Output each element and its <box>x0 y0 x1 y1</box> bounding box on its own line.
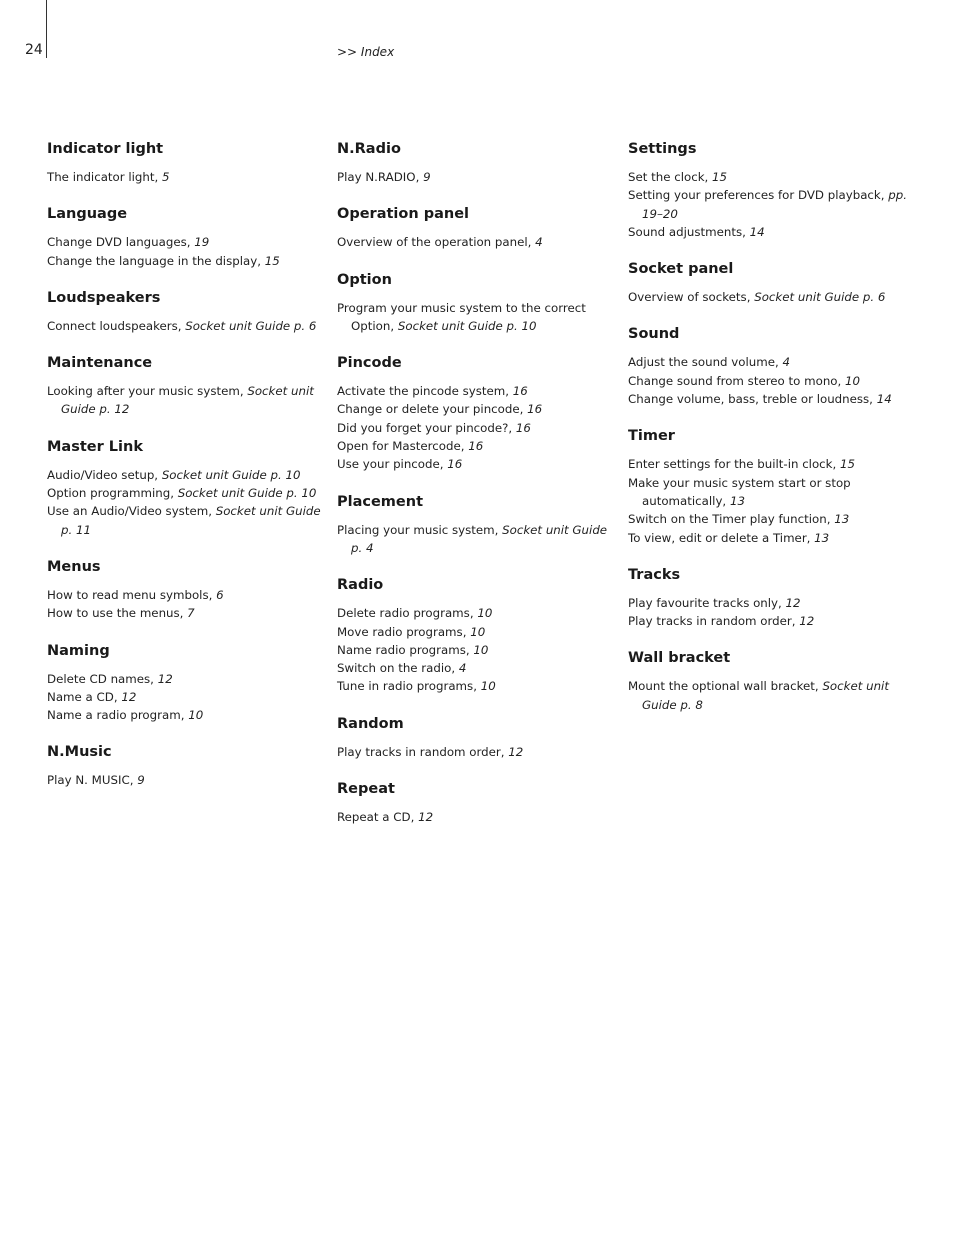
entry-text: Move radio programs, <box>337 624 471 639</box>
index-section <box>628 426 908 546</box>
entry-text: Play tracks in random order, <box>337 744 509 759</box>
entry-text: Program your music system to the correct Option, <box>337 300 586 333</box>
entry-text: Audio/Video setup, <box>47 467 162 482</box>
entry-text: Did you forget your pincode?, <box>337 420 516 435</box>
section-heading: Settings <box>628 141 697 157</box>
entry-text: Change the language in the display, <box>47 253 265 268</box>
entry-text: Adjust the sound volume, <box>628 355 783 370</box>
index-entry[interactable] <box>47 502 322 539</box>
entry-text: Set the clock, <box>628 170 713 184</box>
entry-text: Use your pincode, <box>337 457 448 472</box>
index-entry[interactable] <box>628 288 908 306</box>
index-section <box>337 204 612 251</box>
entry-text: Overview of sockets, <box>628 290 755 305</box>
entry-text: Make your music system start or stop automatically, <box>628 475 851 508</box>
entry-page-reference[interactable]: 10 <box>470 624 486 639</box>
index-entry[interactable] <box>337 641 612 659</box>
section-heading: Radio <box>337 577 384 594</box>
entry-page-reference[interactable]: 16 <box>512 384 528 399</box>
entry-page-reference[interactable]: 6 <box>216 587 224 602</box>
entry-page-reference[interactable]: 16 <box>527 402 543 417</box>
index-section <box>337 492 612 558</box>
index-section <box>628 324 908 408</box>
index-entry[interactable] <box>337 623 612 641</box>
index-entry[interactable] <box>628 677 908 714</box>
index-section <box>337 139 612 186</box>
index-column-1 <box>47 139 322 808</box>
index-section <box>628 139 908 241</box>
index-section <box>337 779 612 826</box>
entry-text: Setting your preferences for DVD playback, <box>628 188 889 203</box>
section-heading: Timer <box>628 428 675 445</box>
index-section <box>337 575 612 695</box>
index-section <box>47 204 322 270</box>
section-heading: Random <box>337 715 404 732</box>
entry-page-reference[interactable]: Socket unit Guide p. 6 <box>185 318 317 333</box>
entry-text: Sound adjustments, <box>628 224 750 239</box>
index-entry[interactable] <box>47 604 322 622</box>
section-heading: Master Link <box>47 438 143 455</box>
entry-page-reference[interactable]: 12 <box>785 595 801 610</box>
entry-page-reference[interactable]: 15 <box>840 457 856 472</box>
entry-page-reference[interactable]: 12 <box>508 744 524 759</box>
entry-text: The indicator light, <box>47 170 163 184</box>
index-entry[interactable] <box>628 186 908 223</box>
entry-page-reference[interactable]: 13 <box>814 530 830 545</box>
entry-text: Open for Mastercode, <box>337 439 469 454</box>
index-entry[interactable] <box>628 168 908 186</box>
index-entry[interactable] <box>47 168 322 186</box>
index-column-2 <box>337 139 612 844</box>
index-entry[interactable] <box>337 419 612 437</box>
entry-page-reference[interactable]: Socket unit Guide p. 11 <box>61 504 321 537</box>
entry-page-reference[interactable]: 16 <box>447 457 463 472</box>
entry-text: Delete CD names, <box>47 671 158 686</box>
entry-page-reference[interactable]: 4 <box>458 661 467 676</box>
index-section <box>47 353 322 419</box>
index-section <box>47 437 322 539</box>
index-section <box>337 714 612 761</box>
index-entry[interactable] <box>47 688 322 706</box>
section-heading: N.Radio <box>337 141 401 157</box>
index-entry[interactable] <box>628 353 908 371</box>
entry-page-reference[interactable]: 10 <box>477 606 493 621</box>
entry-text: Switch on the Timer play function, <box>628 512 835 527</box>
index-entry[interactable] <box>337 400 612 418</box>
entry-page-reference[interactable]: 19 <box>194 235 210 250</box>
entry-text: Overview of the operation panel, <box>337 235 536 250</box>
index-entry[interactable] <box>47 233 322 251</box>
entry-text: Play tracks in random order, <box>628 614 800 629</box>
entry-text: How to read menu symbols, <box>47 587 217 602</box>
entry-text: Placing your music system, <box>337 522 503 537</box>
entry-text: Play favourite tracks only, <box>628 595 786 610</box>
index-entry[interactable] <box>337 233 612 251</box>
entry-page-reference[interactable]: 10 <box>473 642 489 657</box>
section-heading: Maintenance <box>47 355 153 372</box>
index-entry[interactable] <box>628 455 908 473</box>
index-entry[interactable] <box>47 706 322 724</box>
index-entry[interactable] <box>628 474 908 511</box>
index-section <box>628 565 908 631</box>
entry-page-reference[interactable]: 12 <box>418 810 434 825</box>
index-entry[interactable] <box>628 529 908 547</box>
entry-text: Name a radio program, <box>47 708 189 723</box>
index-entry[interactable] <box>47 252 322 270</box>
entry-text: Change sound from stereo to mono, <box>628 373 846 388</box>
entry-page-reference[interactable]: Socket unit Guide p. 4 <box>351 522 608 555</box>
section-heading: Menus <box>47 558 101 575</box>
entry-text: Tune in radio programs, <box>337 679 481 694</box>
entry-page-reference[interactable]: 13 <box>729 493 745 508</box>
entry-page-reference[interactable]: Socket unit Guide p. 10 <box>397 318 537 333</box>
entry-text: Option programming, <box>47 486 178 501</box>
index-entry[interactable] <box>47 670 322 688</box>
entry-page-reference[interactable]: 4 <box>782 355 791 370</box>
entry-text: Play N. MUSIC, <box>47 773 138 788</box>
entry-text: Switch on the radio, <box>337 661 459 676</box>
entry-page-reference[interactable]: 16 <box>515 420 531 435</box>
entry-page-reference[interactable]: 13 <box>834 512 850 527</box>
entry-text: Looking after your music system, <box>47 384 248 399</box>
index-entry[interactable] <box>47 586 322 604</box>
entry-page-reference[interactable]: 5 <box>162 170 170 184</box>
index-entry[interactable] <box>337 659 612 677</box>
entry-text: Change DVD languages, <box>47 235 195 250</box>
entry-page-reference[interactable]: 16 <box>468 439 484 454</box>
entry-page-reference[interactable]: 9 <box>137 773 145 788</box>
index-entry[interactable] <box>337 382 612 400</box>
entry-page-reference[interactable]: Socket unit Guide p. 8 <box>642 679 889 712</box>
index-entry[interactable] <box>47 466 322 484</box>
section-heading: Repeat <box>337 781 395 798</box>
entry-page-reference[interactable]: 14 <box>876 392 892 407</box>
page-margin-rule <box>46 0 47 58</box>
index-section <box>47 641 322 725</box>
entry-text: How to use the menus, <box>47 606 188 621</box>
index-entry[interactable] <box>337 677 612 695</box>
index-entry[interactable] <box>337 604 612 622</box>
entry-text: Play N.RADIO, <box>337 170 424 184</box>
section-heading: Sound <box>628 326 680 343</box>
index-section <box>337 353 612 473</box>
index-section <box>47 288 322 335</box>
entry-page-reference[interactable]: 14 <box>749 224 765 239</box>
index-entry[interactable] <box>337 521 612 558</box>
entry-text: Activate the pincode system, <box>337 384 513 399</box>
index-entry[interactable] <box>337 437 612 455</box>
index-entry[interactable] <box>628 390 908 408</box>
section-heading: Placement <box>337 493 424 510</box>
index-entry[interactable] <box>337 743 612 761</box>
entry-page-reference[interactable]: pp. 19–20 <box>642 188 907 221</box>
section-heading: Wall bracket <box>628 650 731 667</box>
index-entry[interactable] <box>628 510 908 528</box>
index-entry[interactable] <box>47 771 322 789</box>
entry-page-reference[interactable]: 10 <box>188 708 204 723</box>
entry-text: Connect loudspeakers, <box>47 318 186 333</box>
section-heading: Tracks <box>628 566 681 583</box>
index-entry[interactable] <box>337 299 612 336</box>
index-entry[interactable] <box>47 382 322 419</box>
entry-text: Name radio programs, <box>337 642 474 657</box>
page-number: 24 <box>25 42 43 58</box>
entry-page-reference[interactable]: 12 <box>121 689 137 704</box>
entry-page-reference[interactable]: Socket unit Guide p. 12 <box>61 384 314 417</box>
index-entry[interactable] <box>337 455 612 473</box>
entry-text: Name a CD, <box>47 689 122 704</box>
entry-text: Delete radio programs, <box>337 606 478 621</box>
entry-page-reference[interactable]: 7 <box>187 606 195 621</box>
index-entry[interactable] <box>628 372 908 390</box>
entry-page-reference[interactable]: 15 <box>712 170 728 184</box>
entry-page-reference[interactable]: 4 <box>535 235 543 250</box>
entry-page-reference[interactable]: Socket unit Guide p. 10 <box>161 467 301 482</box>
entry-page-reference[interactable]: 9 <box>423 170 431 184</box>
entry-page-reference[interactable]: 10 <box>480 679 496 694</box>
entry-page-reference[interactable]: 12 <box>799 614 815 629</box>
entry-page-reference[interactable]: Socket unit Guide p. 6 <box>754 290 886 305</box>
index-entry[interactable] <box>337 808 612 826</box>
entry-page-reference[interactable]: 12 <box>157 671 173 686</box>
entry-text: Repeat a CD, <box>337 810 419 825</box>
index-entry[interactable] <box>337 168 612 186</box>
section-heading: Option <box>337 271 392 288</box>
section-heading: Operation panel <box>337 206 470 223</box>
entry-text: Use an Audio/Video system, <box>47 504 216 519</box>
section-heading: N.Music <box>47 744 112 761</box>
index-section <box>47 742 322 789</box>
entry-text: Mount the optional wall bracket, <box>628 679 823 694</box>
entry-text: Enter settings for the built-in clock, <box>628 457 840 472</box>
section-heading: Loudspeakers <box>47 289 161 306</box>
index-section <box>337 270 612 336</box>
section-heading: Socket panel <box>628 261 734 278</box>
section-heading: Naming <box>47 642 110 659</box>
entry-text: To view, edit or delete a Timer, <box>628 530 815 545</box>
entry-page-reference[interactable]: Socket unit Guide p. 10 <box>177 486 317 501</box>
index-section <box>47 557 322 623</box>
index-entry[interactable] <box>628 594 908 612</box>
section-heading: Language <box>47 206 128 223</box>
index-column-3 <box>628 139 908 732</box>
section-heading: Pincode <box>337 355 402 372</box>
index-section <box>47 139 322 186</box>
index-entry[interactable] <box>628 223 908 241</box>
index-section <box>628 259 908 306</box>
index-entry[interactable] <box>628 612 908 630</box>
section-heading: Indicator light <box>47 141 164 157</box>
index-link[interactable]: >> Index <box>337 45 395 59</box>
entry-page-reference[interactable]: 15 <box>264 253 280 268</box>
index-entry[interactable] <box>47 484 322 502</box>
entry-text: Change volume, bass, treble or loudness, <box>628 392 877 407</box>
index-entry[interactable] <box>47 317 322 335</box>
entry-text: Change or delete your pincode, <box>337 402 528 417</box>
index-section <box>628 648 908 714</box>
entry-page-reference[interactable]: 10 <box>845 373 861 388</box>
